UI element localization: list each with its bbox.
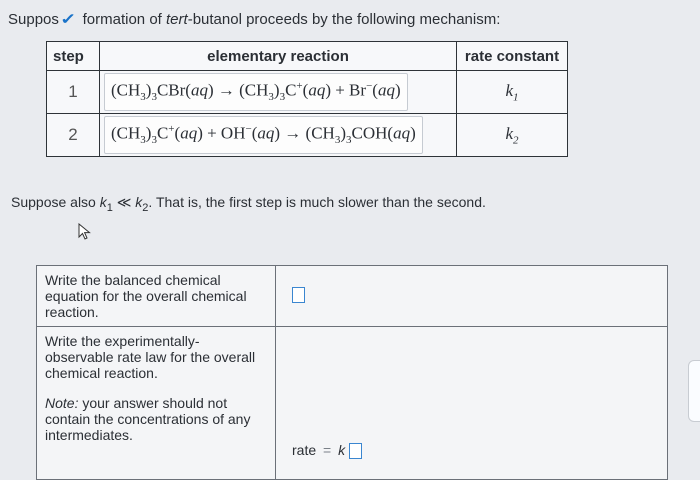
rate-constant: $k_2$ xyxy=(457,114,568,157)
answer-table xyxy=(36,265,668,480)
reaction-cell xyxy=(100,114,457,157)
answer-cell xyxy=(276,266,668,327)
intro-truncated: Suppos xyxy=(8,11,59,28)
answer-row xyxy=(37,327,668,480)
answer-cell xyxy=(276,327,668,480)
note-label: Note: xyxy=(45,395,79,411)
note-block xyxy=(45,395,267,443)
intro-compound-prefix: tert xyxy=(166,11,188,28)
answer-row xyxy=(37,266,668,327)
question-prompt: Write the balanced chemical equation for the overall chemical reaction. xyxy=(37,266,276,327)
rate-law-answer-input[interactable] xyxy=(349,443,362,459)
step-number: 1 xyxy=(47,71,100,114)
step-number: 2 xyxy=(47,114,100,157)
rate-k: k xyxy=(338,442,346,458)
reaction-equation: $(CH_3)_3CBr(aq) \to (CH_3)_3C^+(aq) + Br^-(aq)$ xyxy=(104,73,408,110)
mouse-cursor-icon xyxy=(78,223,92,241)
header-rate: rate constant xyxy=(457,42,568,71)
equals-sign: = xyxy=(323,442,332,458)
rate-law-row xyxy=(292,442,651,459)
side-panel-tab[interactable] xyxy=(688,360,700,422)
table-header-row xyxy=(47,42,568,71)
chevron-down-icon[interactable]: ✓ xyxy=(59,11,77,28)
intro-before: formation of xyxy=(82,11,162,28)
question-prompt: Write the experimentally-observable rate law for the overall chemical reaction. xyxy=(45,333,256,381)
equation-answer-input[interactable] xyxy=(292,287,305,303)
note-text: your answer should not contain the concentrations of any intermediates. xyxy=(45,395,251,443)
reaction-cell xyxy=(100,71,457,114)
question-prompt-cell xyxy=(37,327,276,480)
rate-label: rate xyxy=(292,442,317,458)
assumption-text: Suppose also $k_1$ ≪ $k_2$. That is, the first step is much slower than the second. xyxy=(11,194,486,214)
intro-text xyxy=(8,10,500,28)
table-row xyxy=(47,114,568,157)
intro-after: -butanol proceeds by the following mechanism: xyxy=(187,11,501,28)
header-step: step xyxy=(47,42,100,71)
reaction-equation: $(CH_3)_3C^+(aq) + OH^-(aq) \to (CH_3)_3COH(aq)$ xyxy=(104,116,423,153)
mechanism-table xyxy=(46,41,568,157)
table-row xyxy=(47,71,568,114)
rate-constant: $k_1$ xyxy=(457,71,568,114)
header-reaction: elementary reaction xyxy=(100,42,457,71)
